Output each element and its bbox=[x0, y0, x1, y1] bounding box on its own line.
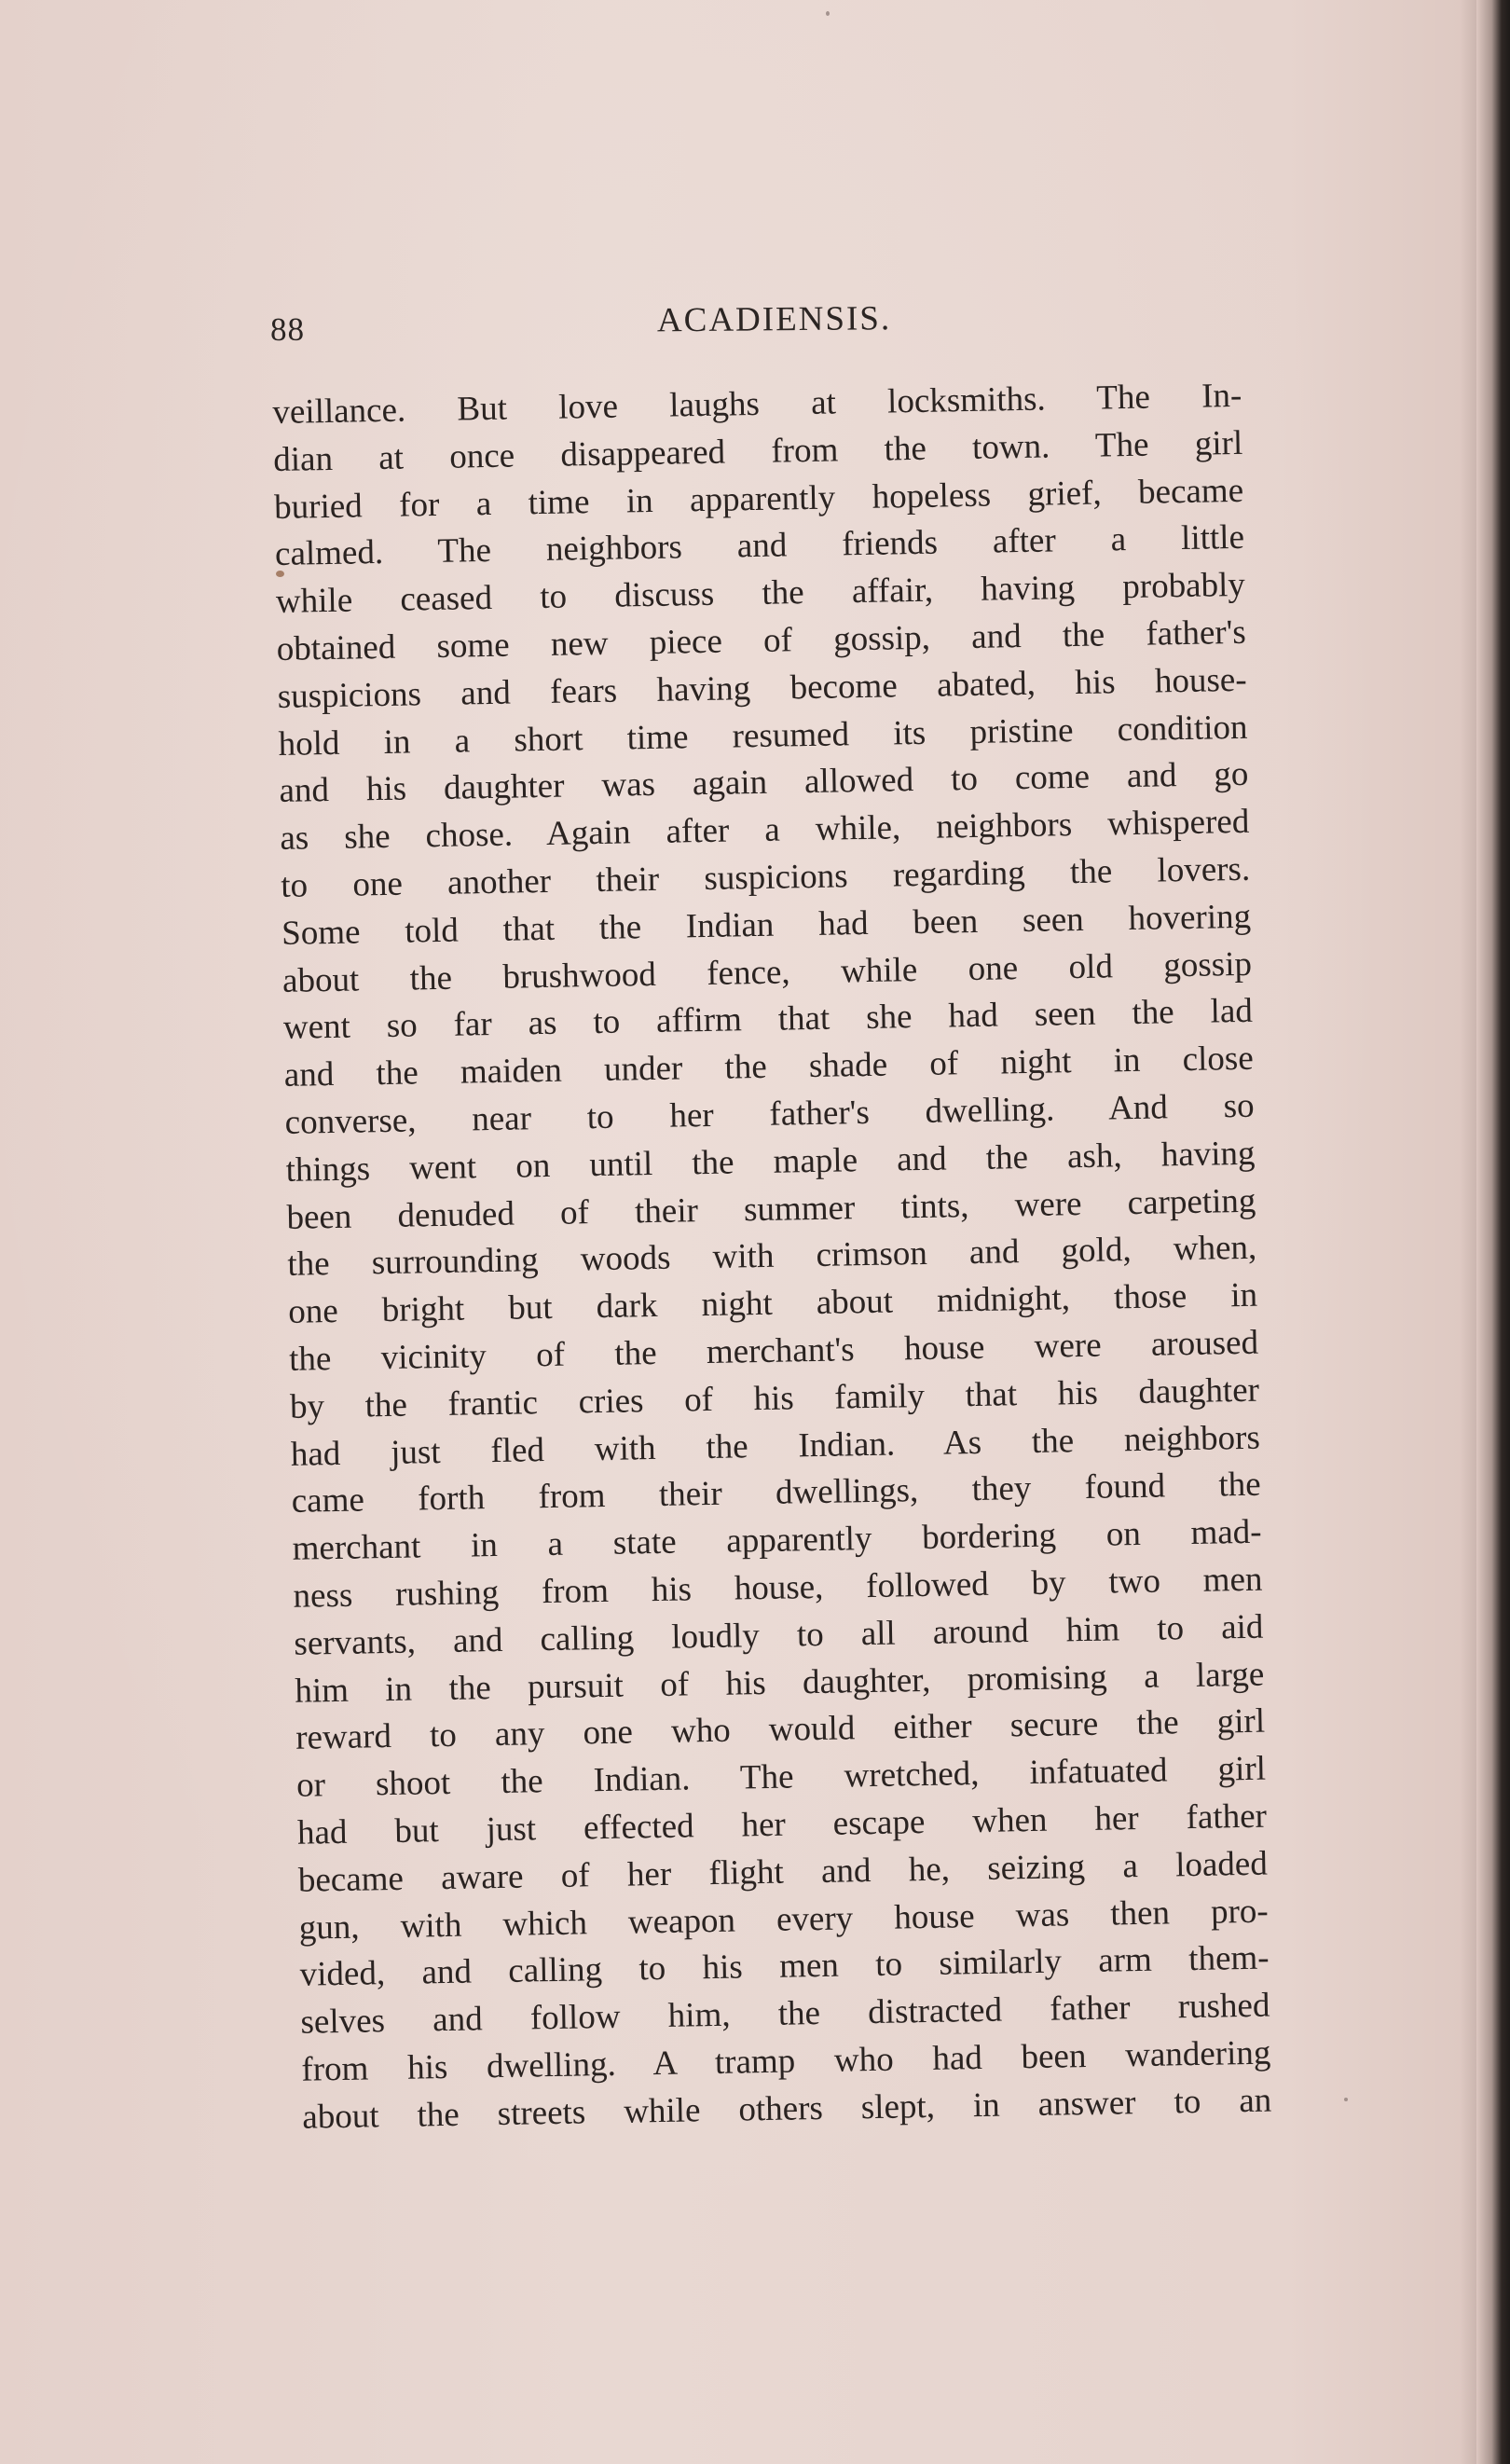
text-line: converse, near to her father's dwelling. And so bbox=[284, 1086, 1255, 1142]
text-line: servants, and calling loudly to all around him to aid bbox=[294, 1607, 1264, 1663]
text-line: veillance. But love laughs at locksmiths. The In- bbox=[272, 376, 1242, 432]
text-line: as she chose. Again after a while, neighbors whispered bbox=[280, 802, 1250, 859]
text-line: from his dwelling. A tramp who had been wandering bbox=[301, 2033, 1271, 2089]
text-line: and his daughter was again allowed to come and go bbox=[279, 755, 1249, 811]
text-line: about the streets while others slept, in answer to an bbox=[301, 2081, 1272, 2137]
text-line: had but just effected her escape when her father bbox=[296, 1796, 1268, 1852]
text-line: dian at once disappeared from the town. The girl bbox=[272, 423, 1243, 479]
running-head: ACADIENSIS. bbox=[656, 299, 892, 340]
text-line: selves and follow him, the distracted father rushed bbox=[300, 1986, 1270, 2042]
text-line: the surrounding woods with crimson and gold, when, bbox=[287, 1229, 1257, 1285]
text-line: suspicions and fears having become abated, his house- bbox=[277, 660, 1247, 716]
text-line: hold in a short time resumed its pristine condition bbox=[278, 708, 1248, 764]
body-text bbox=[272, 373, 1272, 2141]
text-line: gun, with which weapon every house was then pro- bbox=[298, 1892, 1269, 1948]
text-line: and the maiden under the shade of night in close bbox=[283, 1039, 1255, 1095]
text-line: the vicinity of the merchant's house were aroused bbox=[288, 1323, 1259, 1379]
text-line: Some told that the Indian had been seen hovering bbox=[281, 897, 1252, 953]
text-line: to one another their suspicions regarding the lovers. bbox=[280, 849, 1251, 905]
paper-speck bbox=[1344, 2098, 1348, 2101]
book-spine-shadow bbox=[1476, 0, 1510, 2464]
text-line: been denuded of their summer tints, were carpeting bbox=[286, 1181, 1256, 1237]
page-gutter-shade bbox=[1460, 0, 1476, 2464]
text-line: reward to any one who would either secure the girl bbox=[295, 1701, 1266, 1758]
text-line: merchant in a state apparently bordering on mad- bbox=[292, 1512, 1262, 1568]
text-line: ness rushing from his house, followed by two men bbox=[293, 1560, 1263, 1616]
text-line: about the brushwood fence, while one old gossip bbox=[281, 944, 1253, 1000]
page-header bbox=[270, 296, 1240, 351]
text-line: had just fled with the Indian. As the neighbors bbox=[290, 1418, 1261, 1474]
text-line: while ceased to discuss the affair, having probably bbox=[275, 566, 1246, 622]
text-line: went so far as to affirm that she had seen the lad bbox=[282, 992, 1254, 1048]
text-line: obtained some new piece of gossip, and the father's bbox=[276, 613, 1247, 668]
text-line: by the frantic cries of his family that his daughter bbox=[289, 1370, 1260, 1426]
text-line: or shoot the Indian. The wretched, infatuated girl bbox=[295, 1749, 1267, 1805]
text-line: things went on until the maple and the ash, having bbox=[285, 1134, 1256, 1190]
text-line: him in the pursuit of his daughter, promising a large bbox=[295, 1655, 1265, 1711]
text-line: calmed. The neighbors and friends after a little bbox=[274, 518, 1245, 574]
text-line: buried for a time in apparently hopeless grief, became bbox=[273, 471, 1244, 527]
text-line: became aware of her flight and he, seizing a loaded bbox=[297, 1844, 1269, 1900]
text-line: vided, and calling to his men to similarly arm them- bbox=[299, 1938, 1270, 1995]
text-line: one bright but dark night about midnight, those in bbox=[287, 1275, 1258, 1331]
page-number: 88 bbox=[269, 310, 306, 348]
text-line: came forth from their dwellings, they found the bbox=[291, 1465, 1262, 1521]
paper-speck bbox=[826, 11, 830, 16]
